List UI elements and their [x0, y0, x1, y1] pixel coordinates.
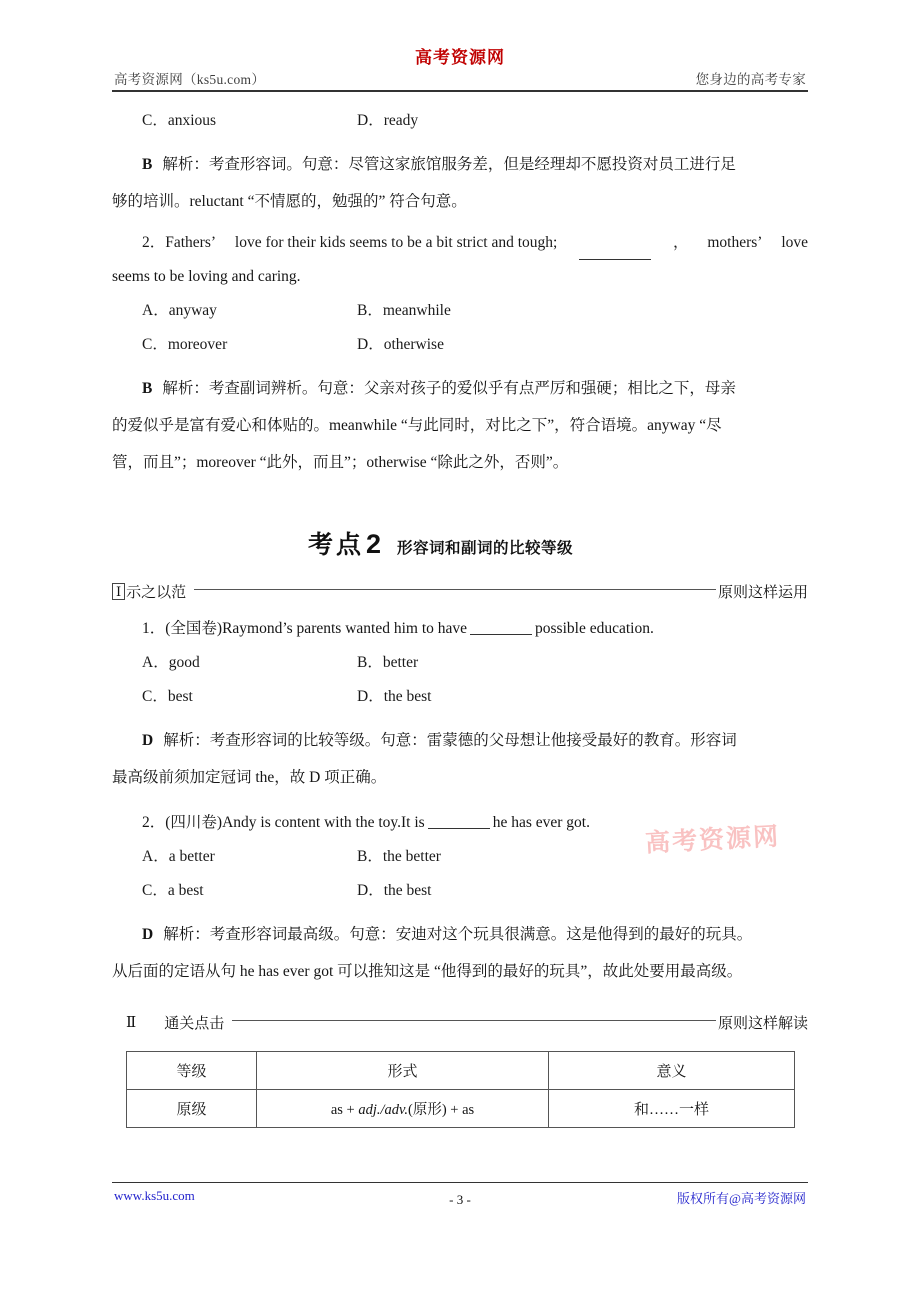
table-header-grade: 等级	[127, 1052, 257, 1090]
p1-q1-analysis	[112, 722, 808, 759]
part-two-name: 通关点击	[164, 1015, 225, 1032]
footer-copyright: 版权所有@高考资源网	[677, 1191, 806, 1206]
kaodian-title: 形容词和副词的比较等级	[397, 540, 574, 557]
part-one-banner	[112, 581, 808, 602]
q2-answer-letter: B	[142, 380, 153, 397]
q2-stem-part5: love	[781, 234, 808, 251]
p1-q2-option-a: A．a better	[142, 848, 215, 865]
part-two-banner	[112, 1012, 808, 1033]
p1-q2-stem-after: he has ever got.	[492, 814, 590, 831]
document-content	[112, 104, 808, 1128]
part-one-tail: 原则这样运用	[717, 584, 808, 601]
q2-analysis-line3: 管，而且”；moreover “此外，而且”；otherwise “除此之外，否则”。	[112, 454, 569, 471]
part-one-name: 示之以范	[126, 584, 187, 601]
form-prefix: as +	[330, 1102, 359, 1118]
p1-q1-analysis-line1: 解析：考查形容词的比较等级。句意：雷蒙德的父母想让他接受最好的教育。形容词	[163, 732, 737, 749]
p1-q2-analysis	[112, 916, 808, 953]
part-two-tail: 原则这样解读	[717, 1015, 808, 1032]
q1-analysis-line1: 解析：考查形容词。句意：尽管这家旅馆服务差，但是经理却不愿投资对员工进行足	[162, 156, 736, 173]
kaodian-number: 2	[366, 529, 382, 559]
q2-stem-comma: ，	[673, 234, 689, 251]
q2-analysis	[112, 370, 808, 407]
p1-q2-answer-letter: D	[142, 926, 154, 943]
q2-option-a: A．anyway	[142, 302, 217, 319]
p1-q1-answer-letter: D	[142, 732, 154, 749]
part-one-numeral: Ⅰ	[112, 583, 125, 600]
q2-answer-blank[interactable]	[579, 226, 651, 260]
q2-analysis-line1: 解析：考查副词辨析。句意：父亲对孩子的爱似乎有点严厉和强硬；相比之下，母亲	[162, 380, 736, 397]
part-two-rule	[232, 1020, 716, 1021]
footer-divider	[112, 1182, 808, 1183]
table-cell-grade: 原级	[127, 1090, 257, 1128]
q2-stem-line1	[112, 226, 808, 260]
p1-q2-analysis-line2: 从后面的定语从句 he has ever got 可以推知这是 “他得到的最好的玩具”，故此处要用最高级。	[112, 963, 743, 980]
q1-option-c: C．anxious	[142, 112, 217, 129]
p1-q1-options-row-cd	[112, 680, 808, 714]
part-one-rule	[194, 589, 716, 590]
p1-q2-stem	[112, 806, 808, 840]
header-right-text: 您身边的高考专家	[695, 72, 806, 87]
part-two-numeral: Ⅱ	[126, 1015, 137, 1031]
q2-options-row-ab	[112, 294, 808, 328]
p1-q1-stem-after: possible education.	[535, 620, 654, 637]
q1-options-row-cd	[112, 104, 808, 138]
q2-stem-part2: love for their kids seems to be a bit strict and tough;	[234, 234, 558, 251]
p1-q2-option-d: D．the best	[357, 882, 432, 899]
q2-stem-line2: seems to be loving and caring.	[112, 268, 301, 285]
table-cell-form	[257, 1090, 549, 1128]
q2-option-c: C．moreover	[142, 336, 228, 353]
page-watermark: 高考资源网	[644, 823, 781, 858]
p1-q1-blank[interactable]	[470, 634, 532, 635]
table-cell-meaning: 和……一样	[549, 1090, 795, 1128]
p1-q1-option-d: D．the best	[357, 688, 432, 705]
p1-q1-options-row-ab	[112, 646, 808, 680]
p1-q2-option-c: C．a best	[142, 882, 204, 899]
q1-option-d: D．ready	[357, 112, 419, 129]
footer-website-link[interactable]: www.ks5u.com	[114, 1188, 195, 1203]
p1-q2-options-row-cd	[112, 874, 808, 908]
p1-q1-option-c: C．best	[142, 688, 193, 705]
comparison-degree-table	[126, 1051, 795, 1128]
table-row	[127, 1090, 795, 1128]
p1-q2-options-row-ab	[112, 840, 808, 874]
q1-answer-letter: B	[142, 156, 153, 173]
q2-options-row-cd	[112, 328, 808, 362]
p1-q2-analysis-line1: 解析：考查形容词最高级。句意：安迪对这个玩具很满意。这是他得到的最好的玩具。	[163, 926, 753, 943]
p1-q1-stem-text: 1．(全国卷)Raymond’s parents wanted him to have	[142, 620, 468, 637]
p1-q2-blank[interactable]	[428, 828, 490, 829]
p1-q1-option-a: A．good	[142, 654, 200, 671]
q2-stem-part4: mothers’	[707, 234, 763, 251]
header-divider	[112, 90, 808, 92]
q2-option-b: B．meanwhile	[357, 302, 451, 319]
p1-q2-stem-text: 2．(四川卷)Andy is content with the toy.It is	[142, 814, 425, 831]
footer-row	[112, 1188, 808, 1214]
header-left-text: 高考资源网（ks5u.com）	[114, 72, 266, 87]
p1-q1-analysis-line2: 最高级前须加定冠词 the，故 D 项正确。	[112, 769, 387, 786]
kaodian-label: 考点	[308, 531, 365, 559]
table-header-row	[127, 1052, 795, 1090]
p1-q2-option-b: B．the better	[357, 848, 441, 865]
header-logo: 高考资源网	[415, 48, 505, 67]
page-header	[112, 48, 808, 94]
table-header-form: 形式	[257, 1052, 549, 1090]
form-suffix: (原形) + as	[408, 1102, 475, 1118]
table-header-meaning: 意义	[549, 1052, 795, 1090]
q1-analysis-cont: 够的培训。reluctant “不情愿的，勉强的” 符合句意。	[112, 193, 467, 210]
p1-q1-option-b: B．better	[357, 654, 419, 671]
footer-page-number: - 3 -	[449, 1192, 471, 1207]
q2-option-d: D．otherwise	[357, 336, 444, 353]
q1-analysis	[112, 146, 808, 183]
q2-analysis-line2: 的爱似乎是富有爱心和体贴的。meanwhile “与此同时，对比之下”，符合语境。anyway “尽	[112, 417, 722, 434]
p1-q1-stem	[112, 612, 808, 646]
section-heading-kaodian2	[112, 525, 808, 561]
page-footer	[112, 1182, 808, 1214]
form-italic: adj./adv.	[358, 1102, 408, 1118]
q2-stem-part1: 2．Fathers’	[142, 234, 217, 251]
